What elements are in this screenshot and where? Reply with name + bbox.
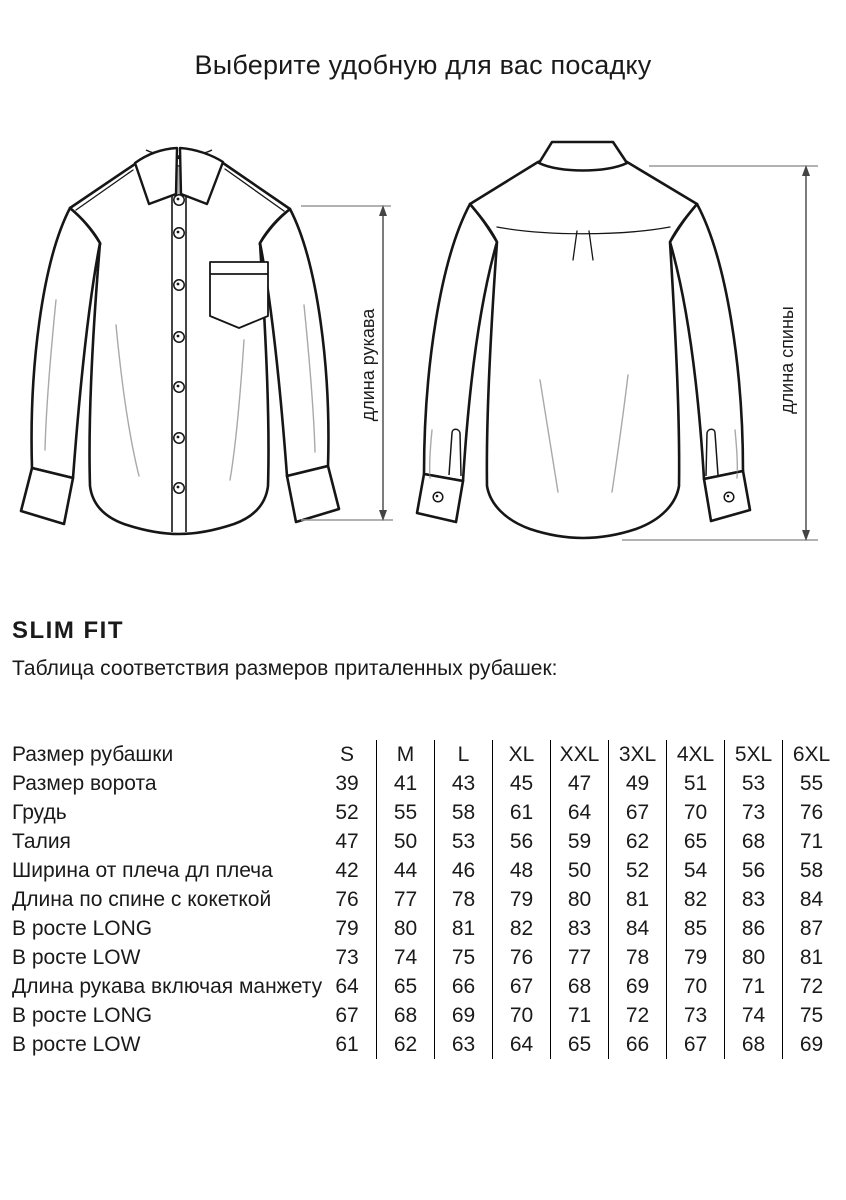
size-cell: 75 <box>434 943 492 972</box>
size-cell: 64 <box>335 975 359 998</box>
table-row <box>12 972 840 1001</box>
row-label: Длина рукава включая манжету <box>12 975 323 998</box>
size-cell: 79 <box>492 885 550 914</box>
row-label: Грудь <box>12 801 67 824</box>
size-cell: 69 <box>434 1001 492 1030</box>
table-row <box>12 943 840 972</box>
size-cell: 64 <box>550 798 608 827</box>
table-row <box>12 769 840 798</box>
size-cell: 82 <box>666 885 724 914</box>
size-cell: 72 <box>782 972 840 1001</box>
size-cell: 59 <box>550 827 608 856</box>
size-cell: 52 <box>335 801 359 824</box>
size-cell: 62 <box>608 827 666 856</box>
page-title: Выберите удобную для вас посадку <box>194 50 652 80</box>
table-row <box>12 827 840 856</box>
row-label: Размер ворота <box>12 772 157 795</box>
size-cell: 70 <box>492 1001 550 1030</box>
size-cell: 61 <box>335 1033 359 1056</box>
table-row <box>12 856 840 885</box>
size-cell: 77 <box>550 943 608 972</box>
size-cell: 74 <box>376 943 434 972</box>
shirt-front-drawing <box>21 148 339 534</box>
size-cell: 3XL <box>608 740 666 769</box>
size-cell: 47 <box>550 769 608 798</box>
size-cell: 71 <box>724 972 782 1001</box>
size-cell: 56 <box>492 827 550 856</box>
size-cell: 63 <box>434 1030 492 1059</box>
table-row <box>12 885 840 914</box>
size-cell: 73 <box>724 798 782 827</box>
size-cell: 51 <box>666 769 724 798</box>
size-cell: 65 <box>666 827 724 856</box>
size-cell: 76 <box>492 943 550 972</box>
size-cell: 62 <box>376 1030 434 1059</box>
size-cell: 44 <box>376 856 434 885</box>
size-cell: 83 <box>724 885 782 914</box>
size-cell: 84 <box>608 914 666 943</box>
size-cell: 80 <box>376 914 434 943</box>
size-cell: 71 <box>550 1001 608 1030</box>
size-cell: 58 <box>434 798 492 827</box>
size-cell: 67 <box>335 1004 359 1027</box>
size-cell: 74 <box>724 1001 782 1030</box>
row-label: В росте LOW <box>12 946 141 969</box>
size-cell: 77 <box>376 885 434 914</box>
row-label: Длина по спине с кокеткой <box>12 888 272 911</box>
size-cell: 66 <box>608 1030 666 1059</box>
row-label: В росте LONG <box>12 1004 153 1027</box>
size-cell: 68 <box>724 827 782 856</box>
size-cell: 73 <box>335 946 359 969</box>
size-cell: 6XL <box>782 740 840 769</box>
shirt-measurement-diagram <box>0 130 846 570</box>
size-cell: 5XL <box>724 740 782 769</box>
size-cell: 50 <box>376 827 434 856</box>
fit-heading: SLIM FIT <box>12 617 124 644</box>
table-row <box>12 798 840 827</box>
size-cell: 53 <box>724 769 782 798</box>
size-cell: XL <box>492 740 550 769</box>
size-cell: 78 <box>608 943 666 972</box>
size-cell: 70 <box>666 798 724 827</box>
size-cell: 67 <box>492 972 550 1001</box>
size-cell: 84 <box>782 885 840 914</box>
size-cell: 83 <box>550 914 608 943</box>
size-cell: 80 <box>724 943 782 972</box>
size-cell: 64 <box>492 1030 550 1059</box>
size-cell: 65 <box>550 1030 608 1059</box>
size-cell: 43 <box>434 769 492 798</box>
size-cell: 71 <box>782 827 840 856</box>
size-cell: 81 <box>782 943 840 972</box>
back-length-dimension-label: длина спины <box>777 306 797 414</box>
size-cell: XXL <box>550 740 608 769</box>
shirt-back-drawing <box>417 142 750 538</box>
size-cell: 81 <box>434 914 492 943</box>
size-cell: 70 <box>666 972 724 1001</box>
size-cell: M <box>376 740 434 769</box>
sleeve-length-dimension-label: длина рукава <box>358 308 378 422</box>
size-cell: 49 <box>608 769 666 798</box>
size-cell: 67 <box>666 1030 724 1059</box>
row-label: В росте LONG <box>12 917 153 940</box>
size-cell: S <box>339 743 354 766</box>
size-cell: 75 <box>782 1001 840 1030</box>
size-cell: 55 <box>782 769 840 798</box>
size-cell: 78 <box>434 885 492 914</box>
size-cell: 76 <box>335 888 359 911</box>
size-cell: 41 <box>376 769 434 798</box>
size-cell: 54 <box>666 856 724 885</box>
size-cell: 66 <box>434 972 492 1001</box>
row-label: В росте LOW <box>12 1033 141 1056</box>
size-cell: 53 <box>434 827 492 856</box>
size-cell: 61 <box>492 798 550 827</box>
size-cell: 85 <box>666 914 724 943</box>
row-label: Ширина от плеча дл плеча <box>12 859 273 882</box>
size-cell: 68 <box>376 1001 434 1030</box>
size-cell: 79 <box>335 917 359 940</box>
table-row <box>12 740 840 769</box>
size-cell: 79 <box>666 943 724 972</box>
size-cell: 50 <box>550 856 608 885</box>
size-cell: L <box>434 740 492 769</box>
table-row <box>12 1030 840 1059</box>
size-cell: 39 <box>335 772 359 795</box>
row-label: Талия <box>12 830 71 853</box>
size-cell: 48 <box>492 856 550 885</box>
size-cell: 82 <box>492 914 550 943</box>
size-cell: 56 <box>724 856 782 885</box>
size-cell: 69 <box>782 1030 840 1059</box>
table-row <box>12 914 840 943</box>
size-cell: 73 <box>666 1001 724 1030</box>
size-cell: 72 <box>608 1001 666 1030</box>
size-cell: 76 <box>782 798 840 827</box>
size-cell: 81 <box>608 885 666 914</box>
size-cell: 45 <box>492 769 550 798</box>
size-cell: 80 <box>550 885 608 914</box>
size-cell: 42 <box>335 859 359 882</box>
table-row <box>12 1001 840 1030</box>
size-cell: 4XL <box>666 740 724 769</box>
size-cell: 68 <box>724 1030 782 1059</box>
row-label: Размер рубашки <box>12 743 174 766</box>
size-cell: 67 <box>608 798 666 827</box>
size-cell: 46 <box>434 856 492 885</box>
size-cell: 65 <box>376 972 434 1001</box>
size-table <box>12 740 840 1059</box>
size-cell: 55 <box>376 798 434 827</box>
size-cell: 47 <box>335 830 359 853</box>
size-cell: 58 <box>782 856 840 885</box>
size-cell: 87 <box>782 914 840 943</box>
table-caption: Таблица соответствия размеров приталенных рубашек: <box>12 657 558 680</box>
size-cell: 52 <box>608 856 666 885</box>
size-cell: 86 <box>724 914 782 943</box>
size-cell: 69 <box>608 972 666 1001</box>
size-cell: 68 <box>550 972 608 1001</box>
